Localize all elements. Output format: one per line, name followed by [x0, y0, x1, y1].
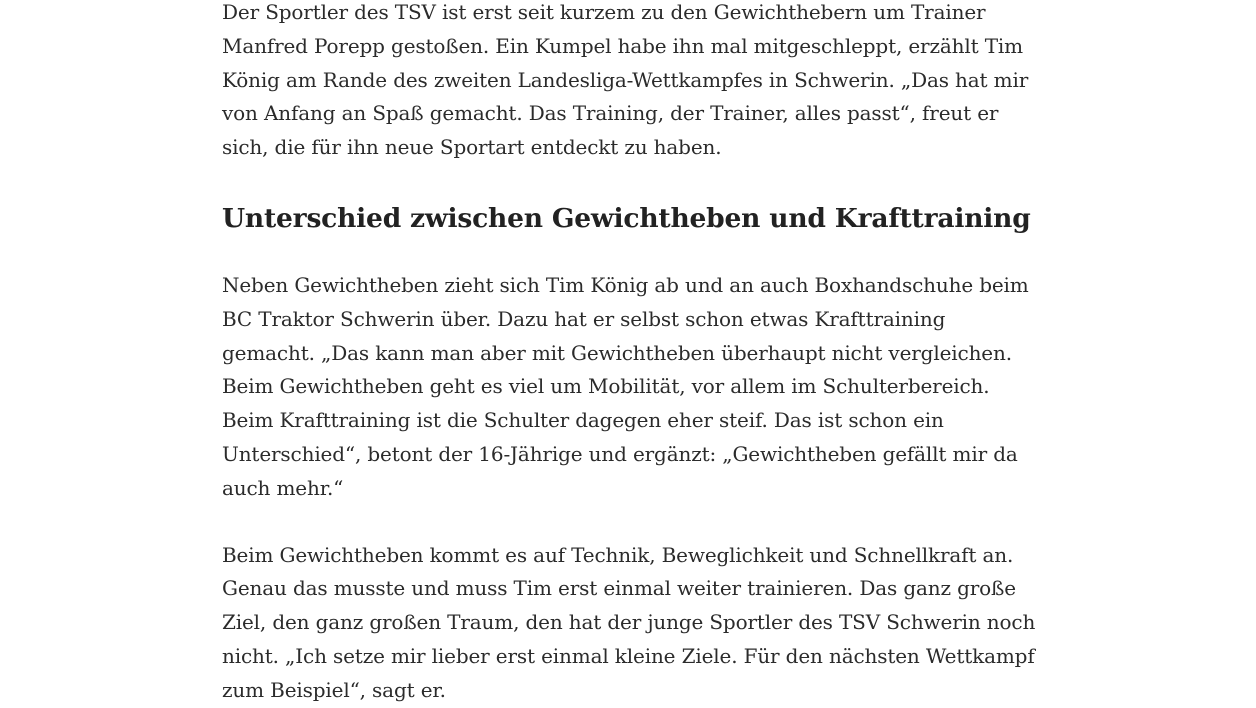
section-heading: Unterschied zwischen Gewichtheben und Krafttraining [222, 202, 1031, 234]
article-paragraph: Neben Gewichtheben zieht sich Tim König ab und an auch Boxhandschuhe beim BC Traktor Schwerin über. Dazu hat er selbst schon etwas Krafttraining gemacht. „Das kann man aber mit Gewichtheben überhaupt nicht vergleichen. Beim Gewichtheben geht es viel um Mobilität, vor allem im Schulterbereich. Beim Krafttraining ist die Schulter dagegen eher steif. Das ist schon ein Unterschied“, betont der 16-Jährige und ergänzt: „Gewichtheben gefällt mir da auch mehr.“ [222, 272, 1029, 500]
article-body [222, 0, 1042, 708]
article-paragraph: Beim Gewichtheben kommt es auf Technik, Beweglichkeit und Schnellkraft an. Genau das musste und muss Tim erst einmal weiter trainieren. Das ganz große Ziel, den ganz großen Traum, den hat der junge Sportler des TSV Schwerin noch nicht. „Ich setze mir lieber erst einmal kleine Ziele. Für den nächsten Wettkampf zum Beispiel“, sagt er. [222, 542, 1036, 702]
article-paragraph: Der Sportler des TSV ist erst seit kurzem zu den Gewichthebern um Trainer Manfred Porepp gestoßen. Ein Kumpel habe ihn mal mitgeschleppt, erzählt Tim König am Rande des zweiten Landesliga-Wettkampfes in Schwerin. „Das hat mir von Anfang an Spaß gemacht. Das Training, der Trainer, alles passt“, freut er sich, die für ihn neue Sportart entdeckt zu haben. [222, 0, 1029, 160]
